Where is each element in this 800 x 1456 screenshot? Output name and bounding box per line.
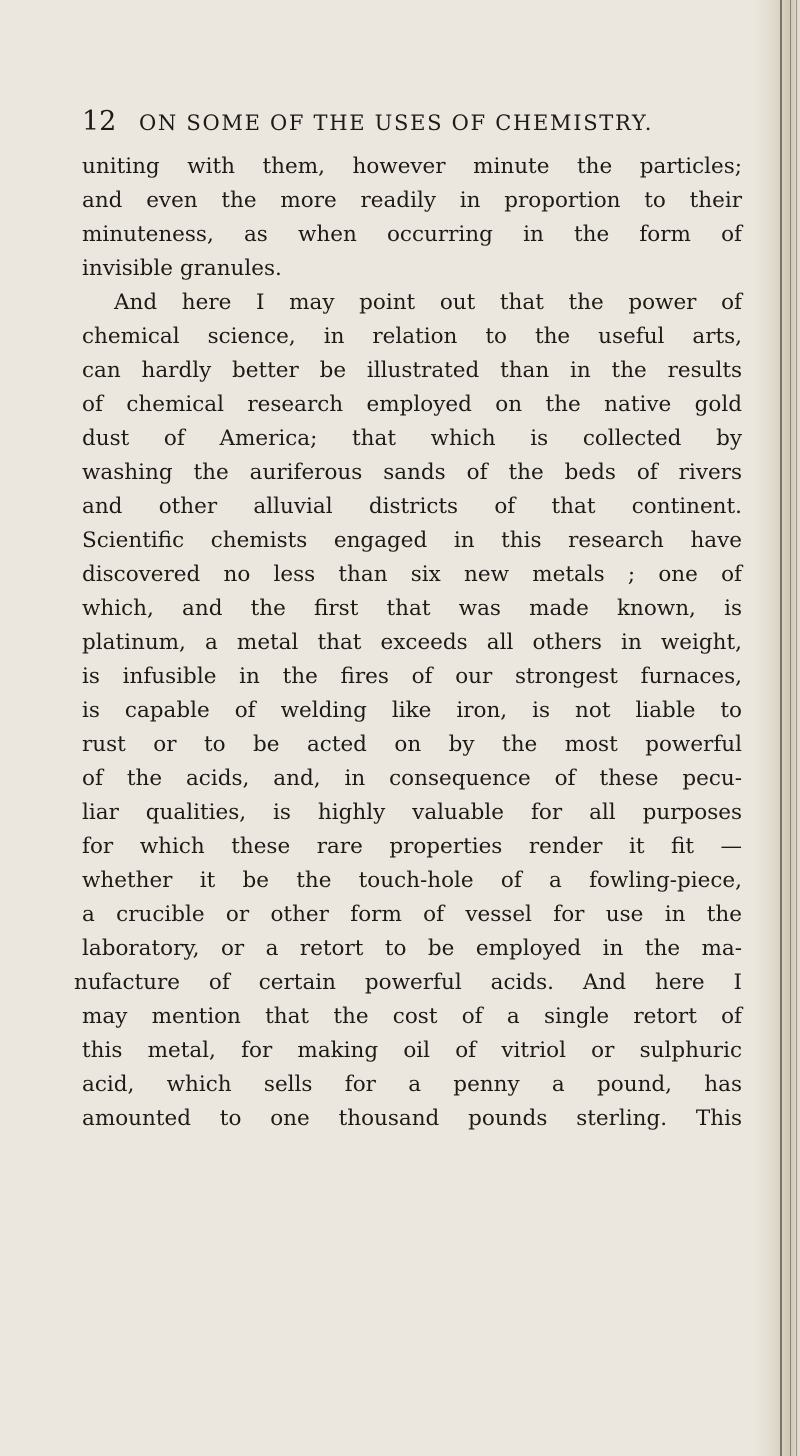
text-line: uniting with them, however minute the particles;: [82, 154, 742, 179]
text-line: is infusible in the fires of our strongest furnaces,: [82, 664, 742, 689]
text-line: minuteness, as when occurring in the form of: [82, 222, 742, 247]
text-line: amounted to one thousand pounds sterling. This: [82, 1106, 742, 1131]
binding-edge: [796, 0, 797, 1456]
text-line: laboratory, or a retort to be employed in the ma-: [82, 936, 742, 961]
body-text: [74, 150, 742, 1136]
text-line: is capable of welding like iron, is not liable to: [82, 698, 742, 723]
text-line: whether it be the touch-hole of a fowling-piece,: [82, 868, 742, 893]
text-line: acid, which sells for a penny a pound, has: [82, 1072, 742, 1097]
text-line: rust or to be acted on by the most powerful: [82, 732, 742, 757]
text-line: washing the auriferous sands of the beds of rivers: [82, 460, 742, 485]
text-line: chemical science, in relation to the useful arts,: [82, 324, 742, 349]
text-line: this metal, for making oil of vitriol or sulphuric: [82, 1038, 742, 1063]
text-line: may mention that the cost of a single retort of: [82, 1004, 742, 1029]
page-gutter: [754, 0, 800, 1456]
running-title: ON SOME OF THE USES OF CHEMISTRY.: [139, 111, 654, 135]
text-line: discovered no less than six new metals ; one of: [82, 562, 742, 587]
text-line: Scientific chemists engaged in this research have: [82, 528, 742, 553]
text-line: which, and the first that was made known, is: [82, 596, 742, 621]
text-line: for which these rare properties render it fit —: [82, 834, 742, 859]
text-line: of chemical research employed on the native gold: [82, 392, 742, 417]
binding-edge: [780, 0, 782, 1456]
page-number: 12: [82, 106, 117, 137]
binding-edge: [790, 0, 791, 1456]
text-line: a crucible or other form of vessel for use in the: [82, 902, 742, 927]
text-line: nufacture of certain powerful acids. And here I: [74, 970, 742, 995]
running-head: [82, 105, 742, 145]
text-line: can hardly better be illustrated than in the results: [82, 358, 742, 383]
text-line: dust of America; that which is collected by: [82, 426, 742, 451]
text-line: and even the more readily in proportion to their: [82, 188, 742, 213]
text-line: liar qualities, is highly valuable for all purposes: [82, 800, 742, 825]
text-line: invisible granules.: [82, 256, 282, 281]
text-line: of the acids, and, in consequence of these pecu-: [82, 766, 742, 791]
text-line: and other alluvial districts of that continent.: [82, 494, 742, 519]
text-line: And here I may point out that the power of: [114, 290, 742, 315]
text-line: platinum, a metal that exceeds all others in weight,: [82, 630, 742, 655]
